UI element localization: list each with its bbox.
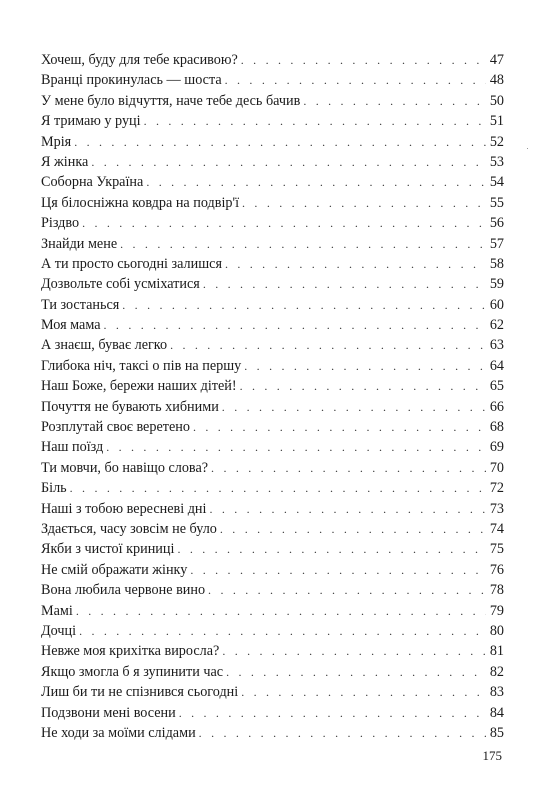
toc-entry-title: А знаєш, буває легко: [41, 337, 168, 354]
toc-dot-leader: [226, 662, 486, 682]
toc-entry-title: Я жінка: [41, 153, 89, 170]
toc-entry-title: У мене було відчуття, наче тебе десь бачив: [41, 92, 301, 109]
toc-entry: [41, 437, 504, 457]
toc-entry-page: 58: [489, 255, 504, 272]
toc-dot-leader: [104, 315, 486, 335]
toc-entry: [41, 234, 504, 254]
toc-entry: [41, 193, 504, 213]
toc-dot-leader: [303, 91, 486, 111]
toc-entry-title: Моя мама: [41, 317, 101, 334]
toc-entry: [41, 111, 504, 131]
toc-dot-leader: [225, 70, 486, 90]
toc-dot-leader: [199, 723, 486, 743]
toc-dot-leader: [122, 295, 486, 315]
toc-entry: [41, 50, 504, 70]
toc-entry-title: Дозвольте собі усміхатися: [41, 276, 200, 293]
toc-dot-leader: [179, 703, 486, 723]
toc-dot-leader: [225, 254, 486, 274]
toc-entry-page: 70: [489, 459, 504, 476]
toc-entry-page: 84: [489, 704, 504, 721]
toc-dot-leader: [220, 519, 486, 539]
toc-entry: [41, 539, 504, 559]
toc-entry: [41, 621, 504, 641]
toc-dot-leader: [242, 193, 486, 213]
toc-entry-title: Біль: [41, 480, 67, 497]
toc-entry-page: 47: [489, 52, 504, 68]
toc-dot-leader: [240, 376, 486, 396]
toc-entry-title: Якщо змогла б я зупинити час: [41, 663, 224, 680]
toc-entry-page: 63: [489, 337, 504, 354]
toc-entry: [41, 397, 504, 417]
toc-entry-title: Розплутай своє веретено: [41, 419, 190, 436]
toc-entry: [41, 499, 504, 519]
toc-entry: [41, 641, 504, 661]
toc-entry-title: А ти просто сьогодні залишся: [41, 255, 222, 272]
toc-entry-page: 83: [489, 684, 504, 701]
toc-entry-title: Якби з чистої криниці: [41, 541, 175, 558]
toc-entry-page: 62: [489, 317, 504, 334]
toc-dot-leader: [82, 213, 486, 233]
toc-entry-title: Не ходи за моїми слідами: [41, 724, 196, 741]
toc-entry: [41, 152, 504, 172]
toc-dot-leader: [244, 356, 486, 376]
toc-entry-page: 48: [489, 72, 504, 89]
toc-dot-leader: [170, 335, 486, 355]
toc-dot-leader: [76, 601, 486, 621]
toc-entry: [41, 580, 504, 600]
toc-entry-title: Глибока ніч, таксі о пів на першу: [41, 357, 242, 374]
toc-entry-page: 73: [489, 500, 504, 517]
toc-entry: [41, 376, 504, 396]
toc-entry: [41, 213, 504, 233]
toc-entry: [41, 417, 504, 437]
toc-entry-page: 55: [489, 194, 504, 211]
toc-entry: [41, 274, 504, 294]
toc-dot-leader: [241, 682, 486, 702]
toc-dot-leader: [70, 478, 486, 498]
toc-dot-leader: [146, 172, 486, 192]
toc-entry-page: 74: [489, 520, 504, 537]
toc-entry-title: Знайди мене: [41, 235, 118, 252]
toc-entry-page: 66: [489, 398, 504, 415]
toc-dot-leader: [208, 580, 486, 600]
toc-entry-page: 51: [489, 113, 504, 130]
toc-dot-leader: [203, 274, 486, 294]
toc-dot-leader: [222, 641, 486, 661]
toc-entry-title: Дочці: [41, 622, 77, 639]
toc-entry-title: Ти зостанься: [41, 296, 120, 313]
toc-entry-title: Мамі: [41, 602, 73, 619]
toc-entry-title: Подзвони мені восени: [41, 704, 176, 721]
toc-dot-leader: [209, 499, 486, 519]
toc-entry-page: 81: [489, 643, 504, 660]
toc-dot-leader: [177, 539, 486, 559]
toc-entry-page: 78: [489, 582, 504, 599]
toc-entry-page: 57: [489, 235, 504, 252]
toc-entry-title: Невже моя крихітка виросла?: [41, 643, 220, 660]
toc-entry-title: Соборна Україна: [41, 174, 144, 191]
toc-entry: [41, 662, 504, 682]
toc-entry-page: 56: [489, 215, 504, 232]
toc-entry-page: 72: [489, 480, 504, 497]
toc-dot-leader: [222, 397, 486, 417]
toc-dot-leader: [120, 234, 486, 254]
toc-dot-leader: [91, 152, 486, 172]
toc-dot-leader: [193, 417, 486, 437]
table-of-contents: [41, 50, 504, 743]
toc-entry-page: 65: [489, 378, 504, 395]
toc-entry-page: 82: [489, 663, 504, 680]
toc-entry: [41, 703, 504, 723]
toc-entry-page: 79: [489, 602, 504, 619]
toc-dot-leader: [241, 50, 486, 70]
toc-dot-leader: [211, 458, 486, 478]
toc-entry-page: 59: [489, 276, 504, 293]
toc-entry: [41, 172, 504, 192]
toc-entry-title: Не смій ображати жінку: [41, 561, 188, 578]
toc-entry-page: 53: [489, 153, 504, 170]
toc-entry-title: Здається, часу зовсім не було: [41, 520, 217, 537]
toc-entry-title: Вона любила червоне вино: [41, 582, 206, 599]
toc-entry-title: Наші з тобою вересневі дні: [41, 500, 207, 517]
toc-entry-page: 52: [489, 133, 504, 150]
toc-entry-page: 68: [489, 419, 504, 436]
toc-entry-title: Вранці прокинулась — шоста: [41, 72, 222, 89]
toc-entry: [41, 682, 504, 702]
toc-entry-page: 69: [489, 439, 504, 456]
toc-entry-page: 80: [489, 622, 504, 639]
toc-entry-page: 85: [489, 724, 504, 741]
toc-entry: [41, 254, 504, 274]
toc-entry: [41, 132, 504, 152]
toc-entry-title: Наш Боже, бережи наших дітей!: [41, 378, 237, 395]
toc-entry-title: Лиш би ти не спізнився сьогодні: [41, 684, 239, 701]
toc-entry-page: 64: [489, 357, 504, 374]
toc-entry-title: Я тримаю у руці: [41, 113, 141, 130]
toc-entry: [41, 315, 504, 335]
toc-entry-page: 50: [489, 92, 504, 109]
toc-entry: [41, 458, 504, 478]
toc-entry: [41, 478, 504, 498]
toc-entry-page: 54: [489, 174, 504, 191]
toc-entry-title: Мрія: [41, 133, 72, 150]
toc-entry: [41, 70, 504, 90]
toc-entry: [41, 560, 504, 580]
page-number: 175: [482, 748, 502, 763]
toc-entry: [41, 356, 504, 376]
toc-dot-leader: [144, 111, 486, 131]
toc-entry-title: Різдво: [41, 215, 80, 232]
toc-entry-title: Хочеш, буду для тебе красивою?: [41, 52, 238, 68]
toc-entry-page: 60: [489, 296, 504, 313]
toc-entry: [41, 519, 504, 539]
toc-entry: [41, 91, 504, 111]
toc-entry: [41, 335, 504, 355]
toc-entry-title: Ця білосніжна ковдра на подвір'ї: [41, 194, 240, 211]
toc-dot-leader: [106, 437, 486, 457]
scan-speck: [527, 148, 528, 149]
toc-dot-leader: [79, 621, 486, 641]
toc-entry-title: Почуття не бувають хибними: [41, 398, 219, 415]
toc-entry: [41, 295, 504, 315]
toc-entry-page: 75: [489, 541, 504, 558]
toc-entry-title: Наш поїзд: [41, 439, 104, 456]
toc-entry-title: Ти мовчи, бо навіщо слова?: [41, 459, 209, 476]
toc-dot-leader: [190, 560, 486, 580]
toc-dot-leader: [74, 132, 486, 152]
toc-entry: [41, 601, 504, 621]
toc-entry-page: 76: [489, 561, 504, 578]
toc-entry: [41, 723, 504, 743]
